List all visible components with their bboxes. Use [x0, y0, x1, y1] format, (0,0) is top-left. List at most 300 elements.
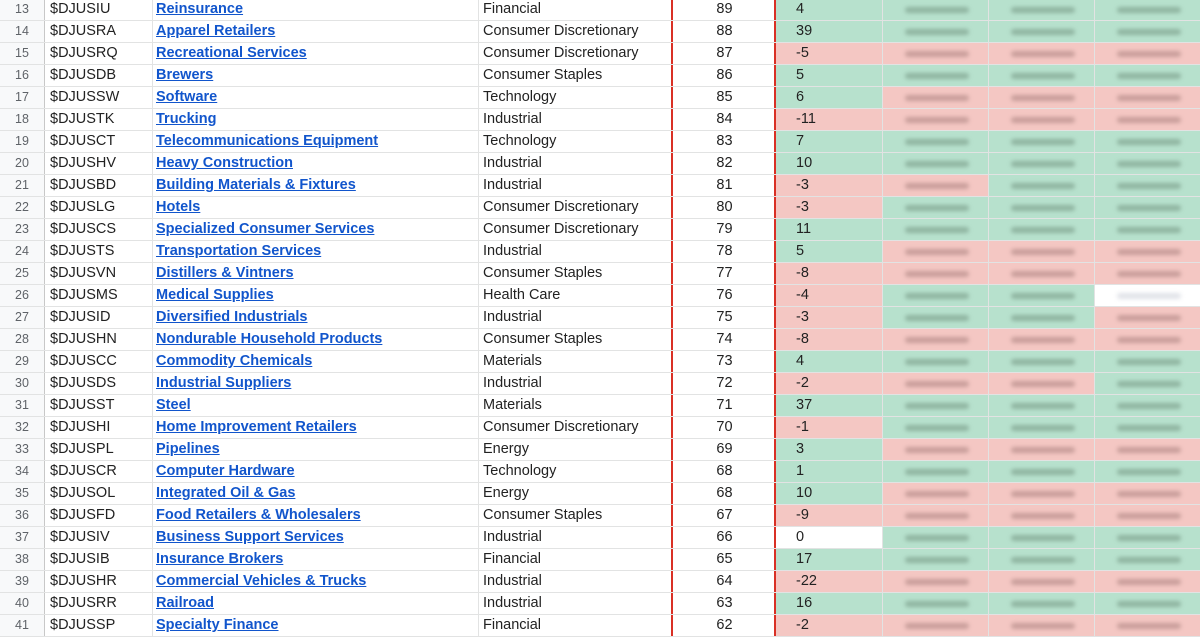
redacted-cell[interactable] [1095, 505, 1200, 526]
change-cell[interactable]: 37 [776, 395, 883, 416]
ticker-cell[interactable]: $DJUSTS [45, 241, 153, 262]
redacted-cell[interactable] [1095, 175, 1200, 196]
ticker-cell[interactable]: $DJUSIU [45, 0, 153, 20]
change-cell[interactable]: 10 [776, 153, 883, 174]
rank-cell[interactable]: 81 [671, 175, 776, 196]
sector-cell[interactable]: Industrial [483, 595, 542, 611]
rank-cell[interactable]: 87 [671, 43, 776, 64]
ticker-cell[interactable]: $DJUSCT [45, 131, 153, 152]
sector-cell[interactable]: Industrial [483, 243, 542, 259]
table-row[interactable] [0, 373, 1200, 395]
row-number[interactable]: 41 [0, 615, 45, 636]
industry-link[interactable]: Software [156, 89, 218, 105]
sector-cell[interactable]: Industrial [483, 111, 542, 127]
redacted-cell[interactable] [1095, 527, 1200, 548]
sector-cell[interactable]: Consumer Staples [483, 331, 603, 347]
rank-cell[interactable]: 66 [671, 527, 776, 548]
rank-cell[interactable]: 83 [671, 131, 776, 152]
redacted-cell[interactable] [1095, 307, 1200, 328]
ticker-cell[interactable]: $DJUSFD [45, 505, 153, 526]
industry-link[interactable]: Steel [156, 397, 191, 413]
ticker-cell[interactable]: $DJUSSP [45, 615, 153, 636]
sector-cell[interactable]: Industrial [483, 529, 542, 545]
change-cell[interactable]: 4 [776, 0, 883, 20]
redacted-cell[interactable] [883, 505, 989, 526]
industry-cell[interactable] [153, 175, 479, 196]
change-cell[interactable]: -2 [776, 615, 883, 636]
industry-link[interactable]: Railroad [156, 595, 215, 611]
redacted-cell[interactable] [1095, 571, 1200, 592]
redacted-cell[interactable] [883, 439, 989, 460]
ticker-cell[interactable]: $DJUSIV [45, 527, 153, 548]
table-row[interactable] [0, 131, 1200, 153]
industry-cell[interactable] [153, 131, 479, 152]
sector-cell[interactable]: Industrial [483, 375, 542, 391]
rank-cell[interactable]: 73 [671, 351, 776, 372]
industry-cell[interactable] [153, 0, 479, 20]
industry-cell[interactable] [153, 593, 479, 614]
ticker-cell[interactable]: $DJUSIB [45, 549, 153, 570]
sector-cell[interactable]: Financial [483, 551, 542, 567]
ticker-cell[interactable]: $DJUSRQ [45, 43, 153, 64]
redacted-cell[interactable] [989, 593, 1095, 614]
sector-cell[interactable]: Materials [483, 397, 542, 413]
ticker-cell[interactable]: $DJUSST [45, 395, 153, 416]
redacted-cell[interactable] [989, 241, 1095, 262]
industry-cell[interactable] [153, 87, 479, 108]
redacted-cell[interactable] [989, 505, 1095, 526]
table-row[interactable] [0, 307, 1200, 329]
row-number[interactable]: 22 [0, 197, 45, 218]
redacted-cell[interactable] [883, 21, 989, 42]
rank-cell[interactable]: 79 [671, 219, 776, 240]
redacted-cell[interactable] [883, 307, 989, 328]
redacted-cell[interactable] [989, 219, 1095, 240]
redacted-cell[interactable] [883, 175, 989, 196]
redacted-cell[interactable] [989, 131, 1095, 152]
change-cell[interactable]: -3 [776, 307, 883, 328]
table-row[interactable] [0, 351, 1200, 373]
redacted-cell[interactable] [1095, 373, 1200, 394]
table-row[interactable] [0, 219, 1200, 241]
redacted-cell[interactable] [989, 21, 1095, 42]
table-row[interactable] [0, 263, 1200, 285]
industry-link[interactable]: Nondurable Household Products [156, 331, 383, 347]
industry-link[interactable]: Specialized Consumer Services [156, 221, 375, 237]
rank-cell[interactable]: 64 [671, 571, 776, 592]
rank-cell[interactable]: 85 [671, 87, 776, 108]
industry-cell[interactable] [153, 43, 479, 64]
sector-cell[interactable]: Industrial [483, 573, 542, 589]
rank-cell[interactable]: 72 [671, 373, 776, 394]
redacted-cell[interactable] [883, 615, 989, 636]
rank-cell[interactable]: 75 [671, 307, 776, 328]
redacted-cell[interactable] [1095, 593, 1200, 614]
redacted-cell[interactable] [1095, 329, 1200, 350]
redacted-cell[interactable] [1095, 439, 1200, 460]
rank-cell[interactable]: 74 [671, 329, 776, 350]
ticker-cell[interactable]: $DJUSMS [45, 285, 153, 306]
redacted-cell[interactable] [883, 153, 989, 174]
redacted-cell[interactable] [989, 329, 1095, 350]
industry-cell[interactable] [153, 395, 479, 416]
change-cell[interactable]: 17 [776, 549, 883, 570]
sector-cell[interactable]: Financial [483, 617, 542, 633]
row-number[interactable]: 18 [0, 109, 45, 130]
industry-link[interactable]: Food Retailers & Wholesalers [156, 507, 361, 523]
sector-cell[interactable]: Consumer Staples [483, 67, 603, 83]
redacted-cell[interactable] [989, 483, 1095, 504]
industry-link[interactable]: Business Support Services [156, 529, 344, 545]
redacted-cell[interactable] [1095, 549, 1200, 570]
row-number[interactable]: 30 [0, 373, 45, 394]
industry-link[interactable]: Hotels [156, 199, 201, 215]
table-row[interactable] [0, 549, 1200, 571]
row-number[interactable]: 16 [0, 65, 45, 86]
industry-link[interactable]: Insurance Brokers [156, 551, 284, 567]
change-cell[interactable]: 16 [776, 593, 883, 614]
rank-cell[interactable]: 69 [671, 439, 776, 460]
redacted-cell[interactable] [883, 109, 989, 130]
row-number[interactable]: 31 [0, 395, 45, 416]
change-cell[interactable]: -5 [776, 43, 883, 64]
table-row[interactable] [0, 329, 1200, 351]
change-cell[interactable]: 4 [776, 351, 883, 372]
change-cell[interactable]: 5 [776, 65, 883, 86]
change-cell[interactable]: 7 [776, 131, 883, 152]
rank-cell[interactable]: 80 [671, 197, 776, 218]
industry-cell[interactable] [153, 483, 479, 504]
industry-link[interactable]: Reinsurance [156, 1, 244, 17]
redacted-cell[interactable] [883, 43, 989, 64]
redacted-cell[interactable] [1095, 395, 1200, 416]
rank-cell[interactable]: 86 [671, 65, 776, 86]
change-cell[interactable]: 10 [776, 483, 883, 504]
ticker-cell[interactable]: $DJUSVN [45, 263, 153, 284]
sector-cell[interactable]: Consumer Discretionary [483, 419, 639, 435]
redacted-cell[interactable] [989, 307, 1095, 328]
industry-link[interactable]: Integrated Oil & Gas [156, 485, 296, 501]
industry-link[interactable]: Distillers & Vintners [156, 265, 294, 281]
row-number[interactable]: 13 [0, 0, 45, 20]
ticker-cell[interactable]: $DJUSRR [45, 593, 153, 614]
industry-cell[interactable] [153, 109, 479, 130]
sector-cell[interactable]: Energy [483, 441, 529, 457]
ticker-cell[interactable]: $DJUSHV [45, 153, 153, 174]
table-row[interactable] [0, 65, 1200, 87]
row-number[interactable]: 14 [0, 21, 45, 42]
row-number[interactable]: 39 [0, 571, 45, 592]
industry-cell[interactable] [153, 571, 479, 592]
redacted-cell[interactable] [883, 571, 989, 592]
row-number[interactable]: 29 [0, 351, 45, 372]
sector-cell[interactable]: Industrial [483, 155, 542, 171]
redacted-cell[interactable] [1095, 43, 1200, 64]
table-row[interactable] [0, 505, 1200, 527]
change-cell[interactable]: 39 [776, 21, 883, 42]
redacted-cell[interactable] [883, 131, 989, 152]
redacted-cell[interactable] [989, 263, 1095, 284]
industry-link[interactable]: Building Materials & Fixtures [156, 177, 356, 193]
industry-cell[interactable] [153, 219, 479, 240]
ticker-cell[interactable]: $DJUSPL [45, 439, 153, 460]
redacted-cell[interactable] [989, 153, 1095, 174]
redacted-cell[interactable] [989, 351, 1095, 372]
redacted-cell[interactable] [989, 615, 1095, 636]
row-number[interactable]: 24 [0, 241, 45, 262]
row-number[interactable]: 23 [0, 219, 45, 240]
row-number[interactable]: 28 [0, 329, 45, 350]
table-row[interactable] [0, 395, 1200, 417]
change-cell[interactable]: -2 [776, 373, 883, 394]
change-cell[interactable]: -8 [776, 263, 883, 284]
industry-cell[interactable] [153, 65, 479, 86]
redacted-cell[interactable] [883, 461, 989, 482]
change-cell[interactable]: -22 [776, 571, 883, 592]
redacted-cell[interactable] [883, 527, 989, 548]
ticker-cell[interactable]: $DJUSLG [45, 197, 153, 218]
redacted-cell[interactable] [1095, 615, 1200, 636]
table-row[interactable] [0, 571, 1200, 593]
rank-cell[interactable]: 84 [671, 109, 776, 130]
rank-cell[interactable]: 68 [671, 461, 776, 482]
redacted-cell[interactable] [883, 197, 989, 218]
redacted-cell[interactable] [1095, 65, 1200, 86]
sector-cell[interactable]: Consumer Discretionary [483, 45, 639, 61]
ticker-cell[interactable]: $DJUSSW [45, 87, 153, 108]
redacted-cell[interactable] [1095, 351, 1200, 372]
ticker-cell[interactable]: $DJUSCC [45, 351, 153, 372]
rank-cell[interactable]: 77 [671, 263, 776, 284]
industry-link[interactable]: Apparel Retailers [156, 23, 276, 39]
redacted-cell[interactable] [989, 417, 1095, 438]
redacted-cell[interactable] [989, 395, 1095, 416]
ticker-cell[interactable]: $DJUSID [45, 307, 153, 328]
table-row[interactable] [0, 153, 1200, 175]
industry-cell[interactable] [153, 527, 479, 548]
table-row[interactable] [0, 87, 1200, 109]
change-cell[interactable]: -3 [776, 175, 883, 196]
industry-link[interactable]: Heavy Construction [156, 155, 293, 171]
redacted-cell[interactable] [989, 571, 1095, 592]
sector-cell[interactable]: Consumer Staples [483, 507, 603, 523]
industry-cell[interactable] [153, 615, 479, 636]
redacted-cell[interactable] [1095, 197, 1200, 218]
redacted-cell[interactable] [883, 549, 989, 570]
redacted-cell[interactable] [1095, 0, 1200, 20]
row-number[interactable]: 38 [0, 549, 45, 570]
redacted-cell[interactable] [883, 417, 989, 438]
row-number[interactable]: 33 [0, 439, 45, 460]
ticker-cell[interactable]: $DJUSCS [45, 219, 153, 240]
industry-cell[interactable] [153, 351, 479, 372]
redacted-cell[interactable] [883, 87, 989, 108]
sector-cell[interactable]: Consumer Discretionary [483, 221, 639, 237]
industry-link[interactable]: Transportation Services [156, 243, 322, 259]
ticker-cell[interactable]: $DJUSOL [45, 483, 153, 504]
row-number[interactable]: 36 [0, 505, 45, 526]
table-row[interactable] [0, 527, 1200, 549]
redacted-cell[interactable] [1095, 109, 1200, 130]
row-number[interactable]: 37 [0, 527, 45, 548]
industry-link[interactable]: Recreational Services [156, 45, 307, 61]
table-row[interactable] [0, 417, 1200, 439]
industry-link[interactable]: Industrial Suppliers [156, 375, 292, 391]
change-cell[interactable]: 11 [776, 219, 883, 240]
rank-cell[interactable]: 82 [671, 153, 776, 174]
sector-cell[interactable]: Consumer Staples [483, 265, 603, 281]
industry-cell[interactable] [153, 417, 479, 438]
row-number[interactable]: 19 [0, 131, 45, 152]
redacted-cell[interactable] [989, 43, 1095, 64]
industry-cell[interactable] [153, 505, 479, 526]
change-cell[interactable]: 5 [776, 241, 883, 262]
row-number[interactable]: 20 [0, 153, 45, 174]
row-number[interactable]: 25 [0, 263, 45, 284]
redacted-cell[interactable] [989, 65, 1095, 86]
redacted-cell[interactable] [883, 373, 989, 394]
table-row[interactable] [0, 461, 1200, 483]
row-number[interactable]: 17 [0, 87, 45, 108]
table-row[interactable] [0, 483, 1200, 505]
row-number[interactable]: 27 [0, 307, 45, 328]
change-cell[interactable]: -11 [776, 109, 883, 130]
redacted-cell[interactable] [883, 219, 989, 240]
sector-cell[interactable]: Technology [483, 133, 557, 149]
sector-cell[interactable]: Materials [483, 353, 542, 369]
ticker-cell[interactable]: $DJUSHN [45, 329, 153, 350]
redacted-cell[interactable] [883, 65, 989, 86]
redacted-cell[interactable] [989, 461, 1095, 482]
ticker-cell[interactable]: $DJUSHR [45, 571, 153, 592]
redacted-cell[interactable] [883, 0, 989, 20]
redacted-cell[interactable] [989, 109, 1095, 130]
redacted-cell[interactable] [989, 197, 1095, 218]
row-number[interactable]: 35 [0, 483, 45, 504]
industry-cell[interactable] [153, 197, 479, 218]
table-row[interactable] [0, 285, 1200, 307]
rank-cell[interactable]: 88 [671, 21, 776, 42]
rank-cell[interactable]: 67 [671, 505, 776, 526]
industry-cell[interactable] [153, 241, 479, 262]
industry-cell[interactable] [153, 153, 479, 174]
table-row[interactable] [0, 43, 1200, 65]
redacted-cell[interactable] [883, 263, 989, 284]
industry-cell[interactable] [153, 285, 479, 306]
industry-link[interactable]: Trucking [156, 111, 217, 127]
change-cell[interactable]: 0 [776, 527, 883, 548]
redacted-cell[interactable] [1095, 461, 1200, 482]
industry-link[interactable]: Diversified Industrials [156, 309, 308, 325]
industry-cell[interactable] [153, 329, 479, 350]
change-cell[interactable]: -3 [776, 197, 883, 218]
redacted-cell[interactable] [1095, 241, 1200, 262]
table-row[interactable] [0, 21, 1200, 43]
change-cell[interactable]: 3 [776, 439, 883, 460]
redacted-cell[interactable] [989, 549, 1095, 570]
change-cell[interactable]: -9 [776, 505, 883, 526]
redacted-cell[interactable] [989, 439, 1095, 460]
row-number[interactable]: 34 [0, 461, 45, 482]
row-number[interactable]: 21 [0, 175, 45, 196]
industry-link[interactable]: Brewers [156, 67, 214, 83]
change-cell[interactable]: -4 [776, 285, 883, 306]
row-number[interactable]: 15 [0, 43, 45, 64]
rank-cell[interactable]: 63 [671, 593, 776, 614]
change-cell[interactable]: -1 [776, 417, 883, 438]
redacted-cell[interactable] [883, 351, 989, 372]
industry-link[interactable]: Telecommunications Equipment [156, 133, 379, 149]
sector-cell[interactable]: Industrial [483, 309, 542, 325]
industry-link[interactable]: Commodity Chemicals [156, 353, 313, 369]
redacted-cell[interactable] [1095, 87, 1200, 108]
ticker-cell[interactable]: $DJUSTK [45, 109, 153, 130]
redacted-cell[interactable] [883, 483, 989, 504]
rank-cell[interactable]: 65 [671, 549, 776, 570]
row-number[interactable]: 26 [0, 285, 45, 306]
industry-link[interactable]: Home Improvement Retailers [156, 419, 357, 435]
industry-cell[interactable] [153, 461, 479, 482]
table-row[interactable] [0, 197, 1200, 219]
redacted-cell[interactable] [989, 285, 1095, 306]
redacted-cell[interactable] [1095, 219, 1200, 240]
industry-link[interactable]: Specialty Finance [156, 617, 279, 633]
redacted-cell[interactable] [1095, 263, 1200, 284]
industry-cell[interactable] [153, 21, 479, 42]
table-row[interactable] [0, 109, 1200, 131]
redacted-cell[interactable] [883, 241, 989, 262]
ticker-cell[interactable]: $DJUSDB [45, 65, 153, 86]
rank-cell[interactable]: 68 [671, 483, 776, 504]
redacted-cell[interactable] [1095, 483, 1200, 504]
redacted-cell[interactable] [989, 527, 1095, 548]
table-row[interactable] [0, 175, 1200, 197]
redacted-cell[interactable] [1095, 153, 1200, 174]
ticker-cell[interactable]: $DJUSBD [45, 175, 153, 196]
rank-cell[interactable]: 71 [671, 395, 776, 416]
redacted-cell[interactable] [883, 329, 989, 350]
ticker-cell[interactable]: $DJUSDS [45, 373, 153, 394]
sector-cell[interactable]: Consumer Discretionary [483, 23, 639, 39]
table-row[interactable] [0, 0, 1200, 21]
sector-cell[interactable]: Health Care [483, 287, 561, 303]
row-number[interactable]: 40 [0, 593, 45, 614]
industry-link[interactable]: Medical Supplies [156, 287, 274, 303]
redacted-cell[interactable] [883, 285, 989, 306]
ticker-cell[interactable]: $DJUSRA [45, 21, 153, 42]
redacted-cell[interactable] [1095, 285, 1200, 306]
table-row[interactable] [0, 615, 1200, 637]
industry-cell[interactable] [153, 373, 479, 394]
redacted-cell[interactable] [1095, 21, 1200, 42]
sector-cell[interactable]: Technology [483, 89, 557, 105]
industry-link[interactable]: Commercial Vehicles & Trucks [156, 573, 367, 589]
ticker-cell[interactable]: $DJUSHI [45, 417, 153, 438]
redacted-cell[interactable] [989, 175, 1095, 196]
table-row[interactable] [0, 593, 1200, 615]
row-number[interactable]: 32 [0, 417, 45, 438]
industry-link[interactable]: Computer Hardware [156, 463, 295, 479]
redacted-cell[interactable] [1095, 417, 1200, 438]
change-cell[interactable]: 1 [776, 461, 883, 482]
rank-cell[interactable]: 89 [671, 0, 776, 20]
rank-cell[interactable]: 76 [671, 285, 776, 306]
sector-cell[interactable]: Consumer Discretionary [483, 199, 639, 215]
rank-cell[interactable]: 62 [671, 615, 776, 636]
industry-cell[interactable] [153, 439, 479, 460]
industry-link[interactable]: Pipelines [156, 441, 220, 457]
rank-cell[interactable]: 78 [671, 241, 776, 262]
